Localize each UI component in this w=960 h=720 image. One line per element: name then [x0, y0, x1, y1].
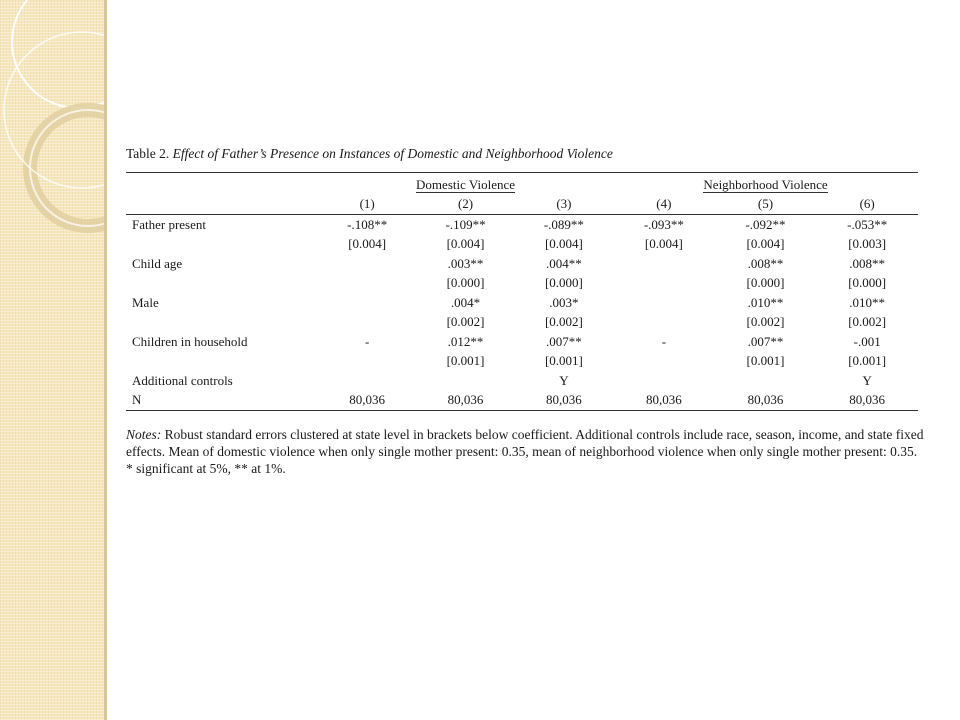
group-label-neighborhood: Neighborhood Violence	[703, 176, 828, 192]
table-row	[126, 215, 918, 235]
table-cell: -.109**	[445, 216, 486, 232]
table-row	[126, 293, 918, 313]
table-cell	[613, 274, 715, 294]
table-cell: 80,036	[546, 392, 582, 408]
table-cell: .004**	[546, 255, 582, 271]
table-cell	[613, 371, 715, 391]
table-row	[126, 391, 918, 411]
table-cell	[613, 352, 715, 372]
table-cell: .010**	[747, 294, 784, 310]
table-cell: .004*	[450, 294, 481, 310]
table-cell: .007**	[546, 333, 582, 349]
column-header: (1)	[318, 195, 416, 215]
table-cell: [0.004]	[446, 236, 485, 252]
table-cell: [0.000]	[848, 275, 887, 291]
table-cell	[613, 293, 715, 313]
table-body	[126, 215, 918, 411]
table-cell: .008**	[849, 255, 886, 271]
table-cell: [0.002]	[446, 314, 485, 330]
table-row	[126, 313, 918, 333]
table-cell: -	[365, 333, 370, 349]
table-cell	[318, 352, 416, 372]
table-cell: [0.004]	[644, 236, 683, 252]
table-cell	[416, 371, 514, 391]
group-header-domestic	[318, 173, 613, 195]
caption-title: Effect of Father’s Presence on Instances of Domestic and Neighborhood Violence	[172, 146, 613, 161]
table-cell	[318, 371, 416, 391]
table-row	[126, 254, 918, 274]
table-cell: .012**	[447, 333, 484, 349]
table-cell: 80,036	[747, 392, 784, 408]
table-cell: 80,036	[349, 392, 386, 408]
column-header: (5)	[715, 195, 817, 215]
table-cell: .007**	[747, 333, 784, 349]
group-label-domestic: Domestic Violence	[416, 176, 516, 192]
table-cell: Y	[559, 372, 569, 388]
table-cell: [0.002]	[746, 314, 785, 330]
table-cell: -.092**	[745, 216, 786, 232]
table-cell: Y	[862, 372, 872, 388]
header-corner-2	[126, 195, 318, 215]
table-cell: [0.004]	[544, 236, 583, 252]
row-label	[126, 352, 318, 372]
table-cell: .010**	[849, 294, 886, 310]
table-cell	[715, 371, 817, 391]
table-cell: [0.002]	[848, 314, 887, 330]
group-header-row	[126, 173, 918, 195]
table-cell: -.053**	[847, 216, 888, 232]
column-header: (4)	[613, 195, 715, 215]
table-cell: 80,036	[849, 392, 886, 408]
table-cell	[318, 313, 416, 333]
table-cell: [0.000]	[544, 275, 583, 291]
row-label	[126, 274, 318, 294]
notes-label: Notes:	[126, 427, 162, 442]
table-caption	[126, 146, 918, 162]
table-row	[126, 352, 918, 372]
table-cell: -.089**	[543, 216, 584, 232]
notes-text: Robust standard errors clustered at state level in brackets below coefficient. Additional controls include race, season, income, and state fixed effects. Mean of domestic violence when only single mother present: 0.35, mean of neighborhood violence when only single mother present: 0.35. * significant at 5%, ** at 1%.	[126, 427, 924, 476]
table-cell: [0.001]	[746, 353, 785, 369]
row-label: Children in household	[132, 333, 248, 349]
table-cell: [0.001]	[446, 353, 485, 369]
table-cell: -.001	[853, 333, 881, 349]
decorative-side-band	[0, 0, 104, 720]
table-cell: [0.000]	[446, 275, 485, 291]
table-cell: .008**	[747, 255, 784, 271]
header-corner	[126, 173, 318, 195]
table-cell: -.108**	[347, 216, 388, 232]
table-cell: [0.000]	[746, 275, 785, 291]
column-header: (3)	[515, 195, 613, 215]
row-label: Child age	[132, 255, 183, 271]
table-cell: 80,036	[646, 392, 682, 408]
table-cell: [0.004]	[348, 236, 387, 252]
table-cell	[318, 274, 416, 294]
regression-table	[126, 172, 918, 411]
table-cell: [0.003]	[848, 236, 887, 252]
table-cell: [0.004]	[746, 236, 785, 252]
decorative-circles-graphic	[0, 0, 104, 720]
group-header-neighborhood	[613, 173, 918, 195]
table-notes	[126, 426, 926, 477]
column-header: (6)	[816, 195, 918, 215]
table-row	[126, 274, 918, 294]
row-label: Father present	[132, 216, 207, 232]
table-cell: [0.002]	[544, 314, 583, 330]
table-cell: .003**	[447, 255, 484, 271]
table-cell: 80,036	[447, 392, 484, 408]
row-label	[126, 235, 318, 255]
row-label: Additional controls	[132, 372, 233, 388]
table-row	[126, 332, 918, 352]
row-label: N	[132, 392, 142, 408]
document-body	[126, 146, 924, 477]
table-cell: -.093**	[643, 216, 684, 232]
table-cell: .003*	[549, 294, 579, 310]
row-label	[126, 313, 318, 333]
side-band-edge	[104, 0, 107, 720]
table-cell	[613, 254, 715, 274]
table-row	[126, 235, 918, 255]
table-cell	[613, 313, 715, 333]
table-cell: -	[661, 333, 667, 349]
row-label: Male	[132, 294, 159, 310]
table-cell: [0.001]	[848, 353, 887, 369]
column-header: (2)	[416, 195, 514, 215]
caption-number: Table 2.	[126, 146, 173, 161]
table-cell	[318, 293, 416, 313]
column-number-row	[126, 195, 918, 215]
table-cell	[318, 254, 416, 274]
table-row	[126, 371, 918, 391]
table-cell: [0.001]	[544, 353, 583, 369]
